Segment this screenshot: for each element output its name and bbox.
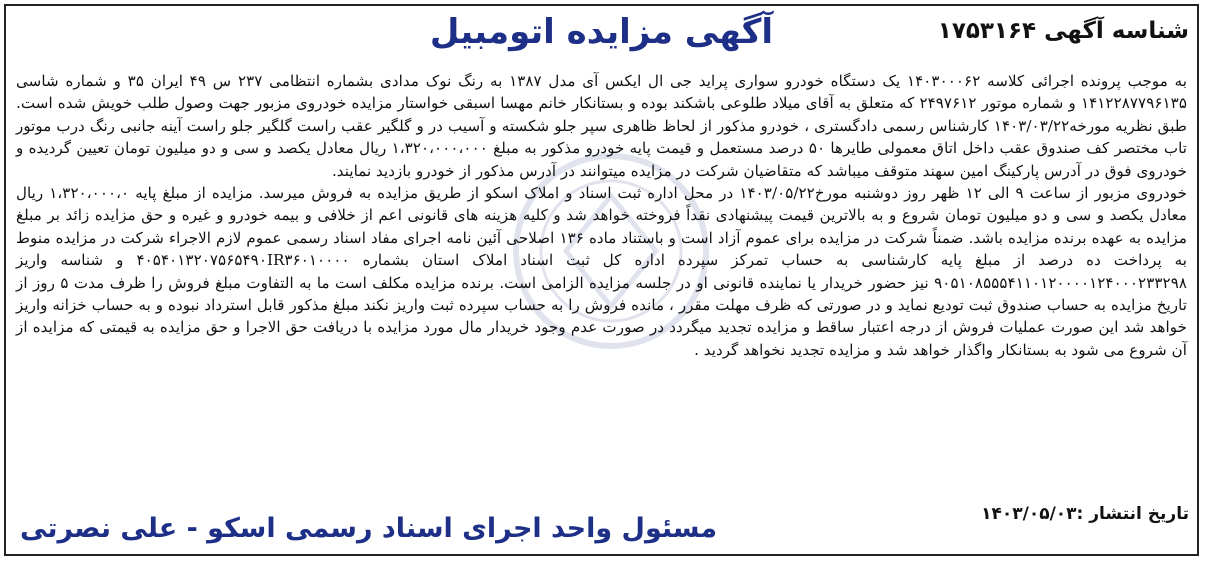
- ad-id: شناسه آگهی ۱۷۵۳۱۶۴: [937, 18, 1189, 44]
- notice-body: [16, 70, 1187, 361]
- footer: [6, 504, 1197, 548]
- notice-paragraph-1: به موجب پرونده اجرائی کلاسه ۱۴۰۳۰۰۰۶۲ یک دستگاه خودرو سواری پراید جی ال ایکس آی مدل ۱۳۸۷ به رنگ نوک مدادی بشماره انتظامی ۲۳۷ س ۴۹ ایران ۳۵ و شماره شاسی ۱۴۱۲۲۸۷۷۹۶۱۳۵ و شماره موتور ۲۴۹۷۶۱۲ که متعلق به آقای میلاد طلوعی باشکند بوده و بستانکار خانم مهسا اسبقی خواستار مزایده خودروی مزبور جهت وصول طلب خویش شده است. طبق نظریه مورخه۱۴۰۳/۰۳/۲۲ کارشناس رسمی دادگستری ، خودرو مذکور از لحاظ ظاهری سپر جلو شکسته و آسیب در و گلگیر عقب راست گلگیر جلو راست آینه جانبی رنگ درب موتور تاب مختصر کف صندوق عقب داخل اتاق معمولی طایرها ۵۰ درصد مستعمل و قیمت پایه خودرو مذکور به مبلغ ۱،۳۲۰،۰۰۰،۰۰۰ ریال معادل یکصد و سی و دو میلیون تومان تعیین گردیده و خودروی فوق در آدرس پارکینگ امین سهند متوقف میباشد که متقاضیان شرکت در مزایده میتوانند در آدرس مذکور از خودرو بازدید نمایند.: [16, 72, 1187, 180]
- notice-paragraph-2: خودروی مزبور از ساعت ۹ الی ۱۲ ظهر روز دوشنبه مورخ۱۴۰۳/۰۵/۲۲ در محل اداره ثبت اسناد و املاک اسکو از طریق مزایده به فروش میرسد. مزایده از مبلغ پایه ۱،۳۲۰،۰۰۰،۰ ریال معادل یکصد و سی و دو میلیون تومان شروع و به بالاترین قیمت پیشنهادی نقداً فروخته خواهد شد و کلیه هزینه های قانونی اعم از خلافی و بیمه خودرو و غیره و حق مزایده زائد بر مبلغ مزایده به عهده برنده مزایده باشد. ضمناً شرکت در مزایده برای عموم آزاد است و باستناد ماده ۱۳۶ اصلاحی آئین نامه اجرای مفاد اسناد رسمی عموم لازم الاجراء شرکت در مزایده منوط به پرداخت ده درصد از مبلغ پایه کارشناسی به حساب تمرکز سپرده اداره کل ثبت اسناد املاک استان بشماره ۴۰۵۴۰۱۳۲۰۷۵۶۵۴۹۰IR۳۶۰۱۰۰۰۰ و شناسه واریز ۹۰۵۱۰۸۵۵۵۴۱۱۰۱۲۰۰۰۰۱۲۴۰۰۰۲۳۳۲۹۸ نیز حضور خریدار یا نماینده قانونی او در جلسه مزایده الزامی است. برنده مزایده مکلف است ما به التفاوت مبلغ فروش را ظرف مدت ۵ روز از تاریخ مزایده به حساب صندوق ثبت تودیع نماید و در صورتی که ظرف مهلت مقرر ، مانده فروش را به حساب سپرده ثبت واریز نکند مبلغ مذکور قابل استرداد نبوده و به حساب خزانه واریز خواهد شد این صورت عملیات فروش از درجه اعتبار ساقط و مزایده تجدید میگردد در صورت عدم وجود خریدار مال مورد مزایده با دریافت حق الاجرا و حق مزایده به قیمتی که مزایده از آن شروع می شود به بستانکار واگذار خواهد شد و مزایده تجدید نخواهد گردید .: [16, 184, 1188, 359]
- signature: مسئول واحد اجرای اسناد رسمی اسکو - علی نصرتی: [20, 513, 718, 544]
- notice-frame: [4, 4, 1199, 556]
- publish-date: تاریخ انتشار :۱۴۰۳/۰۵/۰۳: [981, 504, 1189, 524]
- header: [6, 10, 1197, 70]
- notice-title: آگهی مزایده اتومبیل: [429, 12, 774, 52]
